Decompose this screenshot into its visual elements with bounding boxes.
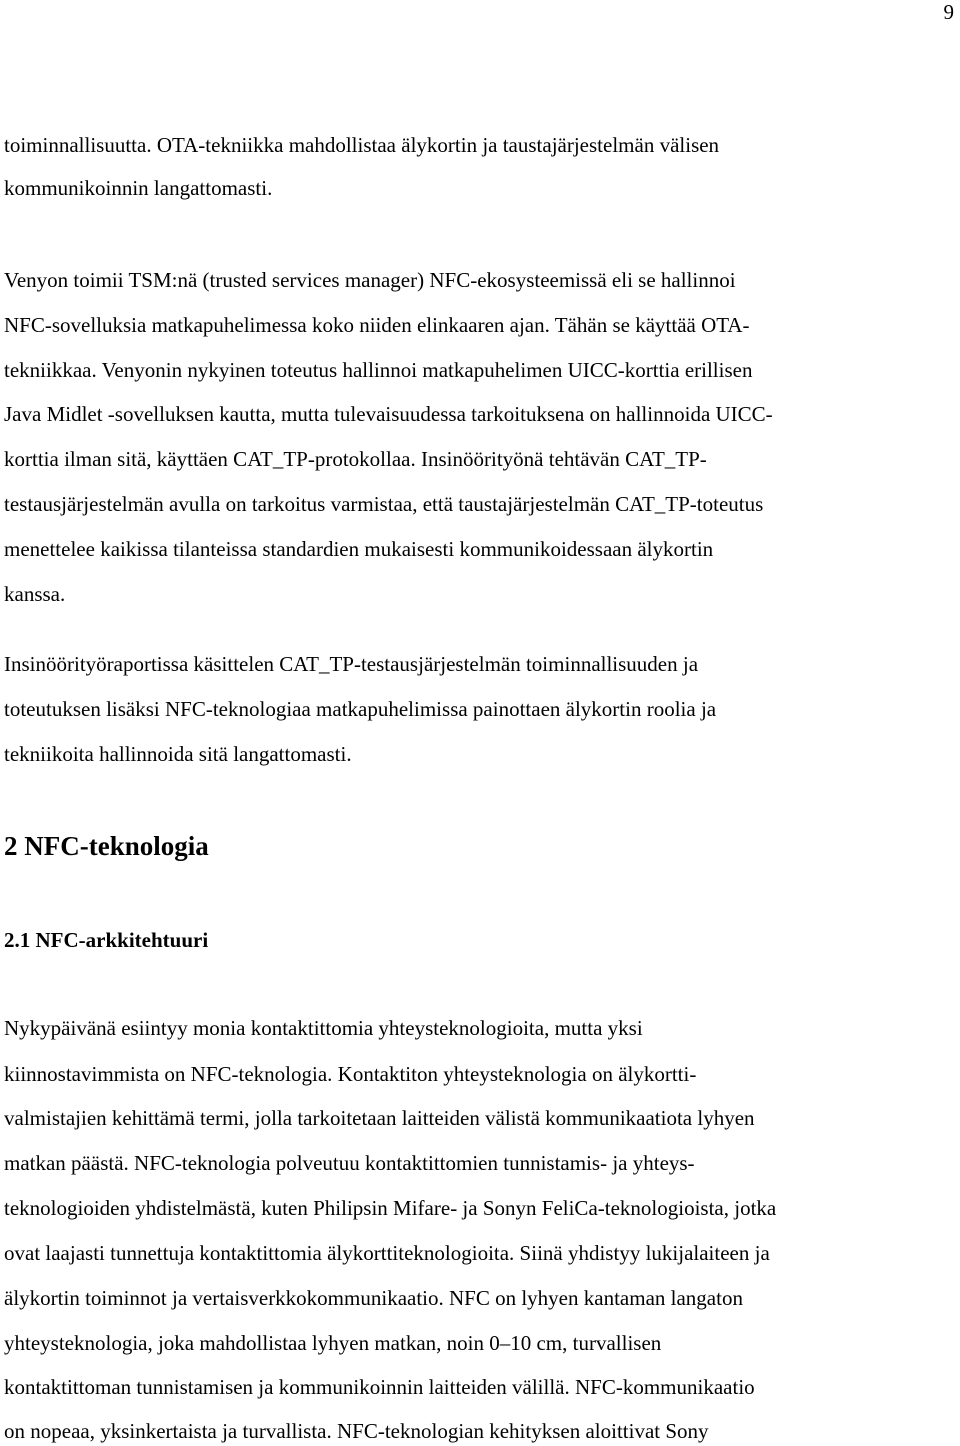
paragraph-4-line: älykortin toiminnot ja vertaisverkkokommunikaatio. NFC on lyhyen kantaman langaton bbox=[4, 1286, 743, 1310]
paragraph-4-line: kontaktittoman tunnistamisen ja kommunikoinnin laitteiden välillä. NFC-kommunikaatio bbox=[4, 1375, 755, 1399]
section-heading: 2.1 NFC-arkkitehtuuri bbox=[4, 928, 209, 952]
paragraph-1-line: toiminnallisuutta. OTA-tekniikka mahdollistaa älykortin ja taustajärjestelmän välisen bbox=[4, 133, 720, 157]
chapter-heading: 2 NFC-teknologia bbox=[4, 831, 209, 861]
paragraph-2-line: korttia ilman sitä, käyttäen CAT_TP-protokollaa. Insinöörityönä tehtävän CAT_TP- bbox=[4, 447, 707, 471]
paragraph-2-line: NFC-sovelluksia matkapuhelimessa koko niiden elinkaaren ajan. Tähän se käyttää OTA- bbox=[4, 313, 750, 337]
paragraph-4-line: kiinnostavimmista on NFC-teknologia. Kontaktiton yhteysteknologia on älykortti- bbox=[4, 1062, 697, 1086]
paragraph-2-line: Java Midlet -sovelluksen kautta, mutta tulevaisuudessa tarkoituksena on hallinnoida UICC- bbox=[4, 402, 773, 426]
paragraph-2-line: menettelee kaikissa tilanteissa standardien mukaisesti kommunikoidessaan älykortin bbox=[4, 537, 714, 561]
paragraph-2-line: kanssa. bbox=[4, 582, 66, 606]
paragraph-3-line: Insinöörityöraportissa käsittelen CAT_TP-testausjärjestelmän toiminnallisuuden ja bbox=[4, 652, 699, 676]
paragraph-1-line: kommunikoinnin langattomasti. bbox=[4, 176, 273, 200]
paragraph-4-line: on nopeaa, yksinkertaista ja turvallista. NFC-teknologian kehityksen aloittivat Sony bbox=[4, 1419, 709, 1443]
page-number: 9 bbox=[943, 0, 954, 24]
paragraph-4-line: teknologioiden yhdistelmästä, kuten Philipsin Mifare- ja Sonyn FeliCa-teknologioista, jotka bbox=[4, 1196, 777, 1220]
paragraph-2-line: tekniikkaa. Venyonin nykyinen toteutus hallinnoi matkapuhelimen UICC-korttia erillisen bbox=[4, 358, 753, 382]
paragraph-4-line: ovat laajasti tunnettuja kontaktittomia älykorttiteknologioita. Siinä yhdistyy lukijalaiteen ja bbox=[4, 1241, 770, 1265]
paragraph-2-line: testausjärjestelmän avulla on tarkoitus varmistaa, että taustajärjestelmän CAT_TP-toteutus bbox=[4, 492, 764, 516]
paragraph-4-line: Nykypäivänä esiintyy monia kontaktittomia yhteysteknologioita, mutta yksi bbox=[4, 1016, 643, 1040]
paragraph-3-line: tekniikoita hallinnoida sitä langattomasti. bbox=[4, 742, 352, 766]
paragraph-2-line: Venyon toimii TSM:nä (trusted services manager) NFC-ekosysteemissä eli se hallinnoi bbox=[4, 268, 736, 292]
paragraph-4-line: matkan päästä. NFC-teknologia polveutuu kontaktittomien tunnistamis- ja yhteys- bbox=[4, 1151, 695, 1175]
paragraph-4-line: yhteysteknologia, joka mahdollistaa lyhyen matkan, noin 0–10 cm, turvallisen bbox=[4, 1331, 662, 1355]
paragraph-3-line: toteutuksen lisäksi NFC-teknologiaa matkapuhelimissa painottaen älykortin roolia ja bbox=[4, 697, 717, 721]
paragraph-4-line: valmistajien kehittämä termi, jolla tarkoitetaan laitteiden välistä kommunikaatiota lyhyen bbox=[4, 1106, 755, 1130]
